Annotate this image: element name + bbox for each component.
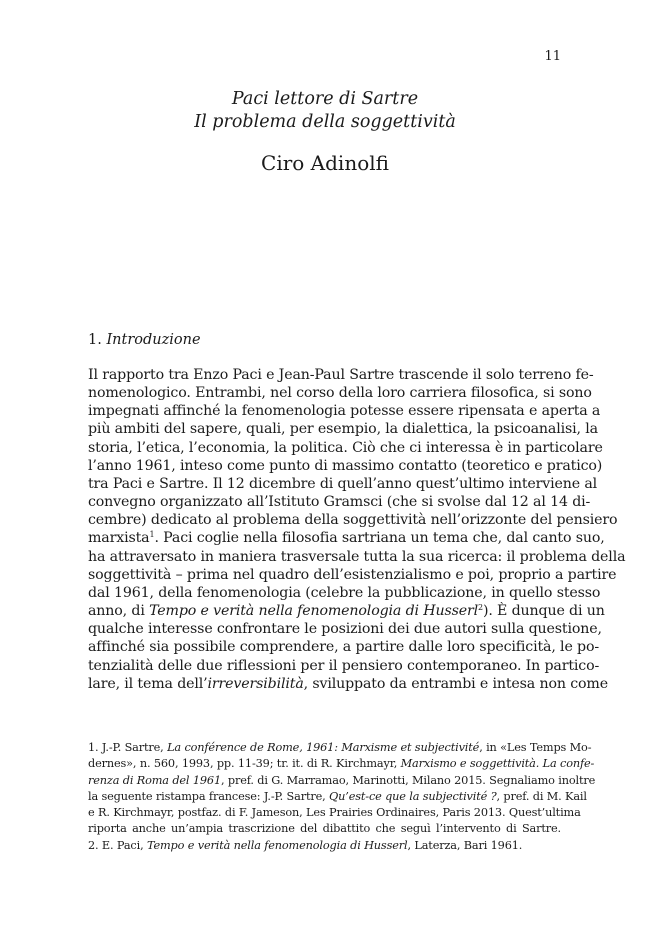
- body-line: [88, 584, 601, 602]
- body-text: affinché sia possibile comprendere, a partire dalle loro specificità, le po-: [88, 639, 600, 656]
- footnote-line: [88, 756, 595, 772]
- body-line: [88, 548, 626, 566]
- body-line: [88, 602, 605, 620]
- body-text: qualche interesse confrontare le posizioni dei due autori sulla questione,: [88, 621, 602, 638]
- footnote-line: [88, 789, 587, 805]
- footnote-text: 1. J.-P. Sartre,: [88, 741, 168, 754]
- body-line: [88, 475, 598, 493]
- body-line: [88, 620, 602, 638]
- body-line: [88, 657, 600, 675]
- body-line: [88, 511, 618, 529]
- footnote-marker[interactable]: 2: [478, 603, 483, 613]
- footnote-text: , Laterza, Bari 1961.: [407, 838, 523, 852]
- footnote-line: [88, 838, 561, 854]
- footnote-italic-text: Tempo e verità nella fenomenologia di Husserl: [146, 838, 408, 852]
- footnote-text: , pref. di M. Kail: [496, 789, 587, 803]
- footnote-text: , pref. di G. Marramao, Marinotti, Milano 2015. Segnaliamo inoltre: [221, 773, 596, 787]
- body-text: Il rapporto tra Enzo Paci e Jean-Paul Sartre trascende il solo terreno fe-: [88, 367, 594, 383]
- body-text: soggettività – prima nel quadro dell’esistenzialismo e poi, proprio a partire: [88, 566, 617, 583]
- body-text: più ambiti del sapere, quali, per esempio, la dialettica, la psicoanalisi, la: [88, 421, 598, 438]
- footnote-line: [88, 805, 581, 821]
- body-text: impegnati affinché la fenomenologia potesse essere ripensata e aperta a: [88, 403, 601, 420]
- body-text: tra Paci e Sartre. Il 12 dicembre di quell’anno quest’ultimo interviene al: [88, 475, 598, 492]
- footnote-line: [88, 773, 596, 789]
- body-text: tenzialità delle due riflessioni per il pensiero contemporaneo. In partico-: [88, 657, 600, 674]
- body-text: anno, di: [88, 603, 150, 620]
- body-text: ha attraversato in maniera trasversale tutta la sua ricerca: il problema della: [88, 548, 626, 565]
- title-main: Paci lettore di Sartre: [231, 89, 419, 109]
- footnote-marker[interactable]: 1: [149, 530, 155, 540]
- footnote-text: 2. E. Paci,: [88, 838, 147, 852]
- footnote-italic-text: Marxismo e soggettività. La confe-: [400, 757, 595, 771]
- body-italic-text: irreversibilità: [207, 675, 304, 692]
- body-text: nomenologico. Entrambi, nel corso della loro carriera filosofica, si sono: [88, 385, 592, 402]
- body-text: l’anno 1961, inteso come punto di massimo contatto (teoretico e pratico): [88, 457, 603, 474]
- page-number: 11: [544, 49, 561, 64]
- footnote-italic-text: La conférence de Rome, 1961: Marxisme et subjectivité: [167, 741, 480, 754]
- body-line: [88, 439, 603, 457]
- footnote-text: dernes», n. 560, 1993, pp. 11-39; tr. it. di R. Kirchmayr,: [88, 757, 401, 771]
- body-text: . Paci coglie nella filosofia sartriana un tema che, dal canto suo,: [154, 530, 605, 547]
- body-line: [88, 675, 608, 693]
- body-paragraph: [88, 366, 626, 693]
- body-line: [88, 366, 594, 384]
- footnote-line: [88, 740, 592, 756]
- body-line: [88, 566, 617, 584]
- section-title: Introduzione: [106, 332, 201, 348]
- body-text: , sviluppato da entrambi e intesa non come: [303, 675, 608, 692]
- author-name: Ciro Adinolfi: [261, 151, 389, 175]
- body-text: marxista: [88, 530, 150, 547]
- body-text: lare, il tema dell’: [88, 675, 208, 692]
- body-text: dal 1961, della fenomenologia (celebre la pubblicazione, in quello stesso: [88, 584, 601, 601]
- footnote-text: , in «Les Temps Mo-: [479, 741, 592, 754]
- body-line: [88, 402, 601, 420]
- footnote-italic-text: Qu’est-ce que la subjectivité ?: [329, 789, 497, 803]
- section-number: 1.: [88, 332, 102, 348]
- section-heading: [88, 331, 201, 349]
- footnote-line: [88, 821, 561, 837]
- body-italic-text: Tempo e verità nella fenomenologia di Husserl: [149, 603, 478, 620]
- title-subtitle: Il problema della soggettività: [194, 112, 456, 132]
- body-text: storia, l’etica, l’economia, la politica. Ciò che ci interessa è in particolare: [88, 439, 603, 456]
- body-line: [88, 457, 603, 475]
- footnote-text: la seguente ristampa francese: J.-P. Sartre,: [88, 789, 330, 803]
- body-line: [88, 638, 600, 656]
- body-line: [88, 384, 592, 402]
- footnote-text: riporta anche un’ampia trascrizione del dibattito che seguì l’intervento di Sartre.: [88, 822, 561, 836]
- body-text: ). È dunque di un: [482, 603, 605, 620]
- footnotes: [88, 740, 596, 854]
- footnote-text: e R. Kirchmayr, postfaz. di F. Jameson, Les Prairies Ordinaires, Paris 2013. Quest’ultima: [88, 806, 581, 820]
- body-line: [88, 420, 598, 438]
- title-block: [0, 88, 650, 175]
- body-text: convegno organizzato all’Istituto Gramsci (che si svolse dal 12 al 14 di-: [88, 494, 591, 511]
- footnote-italic-text: renza di Roma del 1961: [88, 773, 221, 787]
- body-text: cembre) dedicato al problema della soggettività nell’orizzonte del pensiero: [88, 512, 618, 529]
- body-line: [88, 493, 591, 511]
- body-line: [88, 529, 605, 547]
